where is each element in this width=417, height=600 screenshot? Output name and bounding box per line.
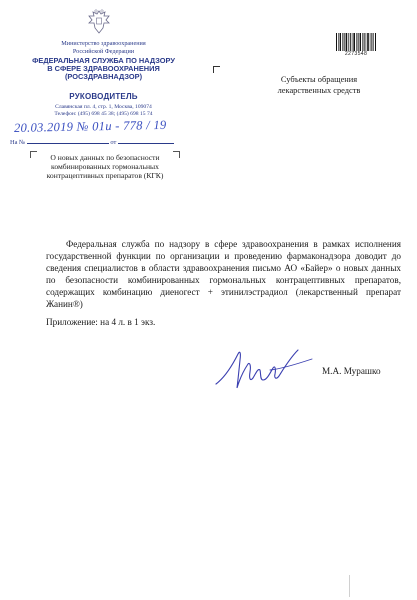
letterhead-address: Славянская пл. 4, стр. 1, Москва, 109074 Телефон: (495) 698 45 38; (495) 698 15 74 bbox=[54, 104, 153, 117]
coat-of-arms-icon bbox=[86, 8, 112, 36]
appendix-note: Приложение: на 4 л. в 1 экз. bbox=[46, 317, 156, 327]
signer-name: М.А. Мурашко bbox=[322, 366, 381, 376]
letterhead-role: РУКОВОДИТЕЛЬ bbox=[69, 92, 138, 101]
reg-prefix: На № bbox=[10, 139, 26, 146]
scan-edge-line bbox=[349, 575, 350, 597]
reference-line bbox=[10, 139, 174, 146]
barcode bbox=[336, 33, 376, 51]
reg-number-blank bbox=[27, 143, 109, 144]
agency-name: ФЕДЕРАЛЬНАЯ СЛУЖБА ПО НАДЗОРУ В СФЕРЕ ЗДРАВООХРАНЕНИЯ (РОСЗДРАВНАДЗОР) bbox=[32, 56, 175, 82]
handwritten-signature bbox=[210, 340, 322, 400]
recipient-block: Субъекты обращения лекарственных средств bbox=[277, 75, 361, 95]
letter-body: Федеральная служба по надзору в сфере здравоохранения в рамках исполнения государственной функции по организации и проведению фармаконадзора доводит до сведения специалистов в области здравоохранения письмо АО «Байер» о новых данных по безопасности комбинированных гормональных контрацептивных препаратов, содержащих комбинацию диеногест + этинилэстрадиол (лекарственный препарат Жанин®) bbox=[46, 239, 401, 309]
barcode-number: 2273548 bbox=[344, 51, 368, 57]
reg-date-blank bbox=[118, 143, 174, 144]
address-corner-mark bbox=[213, 66, 220, 73]
handwritten-date-number: 20.03.2019 № 01и - 778 / 19 bbox=[13, 117, 167, 135]
letter-subject: О новых данных по безопасности комбинированных гормональных контрацептивных препаратов (КГК) bbox=[46, 153, 164, 180]
ministry-name: Министерство здравоохранения Российской Федерации bbox=[61, 40, 146, 55]
reg-from: от bbox=[110, 139, 117, 146]
